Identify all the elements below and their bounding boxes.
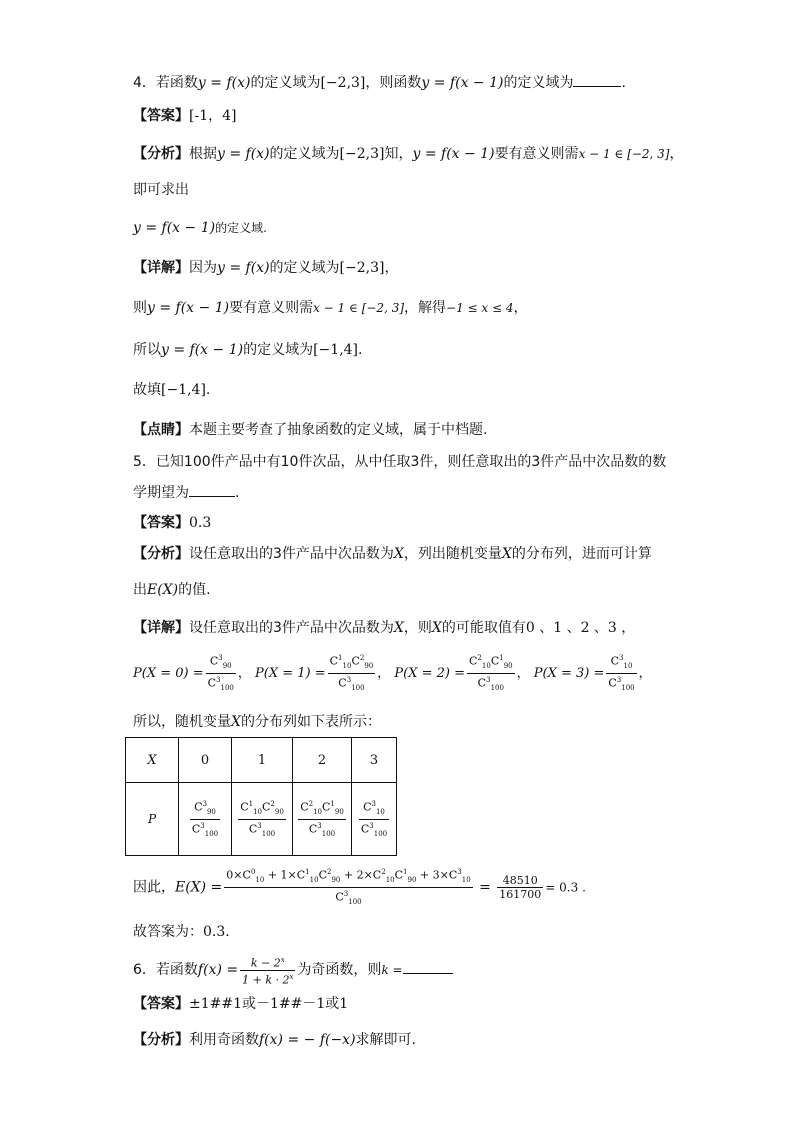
q5-final-value: 0.3. xyxy=(203,924,230,940)
q4-analysis-text: ， xyxy=(669,146,684,162)
prob-frac-2: $\frac{C^2_{10}C^1_{90}}{C^3_{100}}$ xyxy=(469,654,513,692)
q4-question-text: 的定义域为 xyxy=(503,75,574,91)
q4-analysis-text: 的定义域为 xyxy=(269,146,340,162)
q4-question xyxy=(133,72,626,93)
detail-label: 【详解】 xyxy=(133,620,189,636)
q4-detail-text: ， xyxy=(513,300,528,316)
q5-question-line1: 5．已知100件产品中有10件次品，从中任取3件，则任意取出的3件产品中次品数的数 xyxy=(133,454,667,470)
q4-math-inequality: −1 ≤ x ≤ 4 xyxy=(446,301,514,315)
q5-answer-value: 0.3 xyxy=(189,515,212,531)
q4-math-fx: y = f(x) xyxy=(217,260,270,276)
q4-math-condition: x − 1 ∈ [−2, 3] xyxy=(578,147,670,161)
q5-expectation-text: 因此， xyxy=(133,879,175,896)
q5-dist-intro-text: 所以，随机变量 xyxy=(133,714,231,730)
q4-math-fx1: y = f(x − 1) xyxy=(412,146,495,162)
q5-math-EX: E(X) xyxy=(147,582,179,598)
q4-detail-line2 xyxy=(133,298,527,318)
q4-detail-text: 的定义域为 xyxy=(269,260,340,276)
q5-detail xyxy=(133,618,635,638)
prob-frac-3: $\frac{C^3_{10}}{C^3_{100}}$ xyxy=(608,654,635,692)
q6-function-frac: $\frac{k - 2^x}{1 + k \cdot 2^x}$ xyxy=(242,955,294,987)
q4-analysis-line3 xyxy=(133,218,267,238)
table-cell: 0 xyxy=(179,738,232,783)
q4-math-fx1: y = f(x − 1) xyxy=(421,75,504,91)
q4-math-condition: x − 1 ∈ [−2, 3] xyxy=(313,301,405,315)
q4-detail xyxy=(133,258,398,278)
q5-detail-text: ，则 xyxy=(403,620,432,636)
detail-label: 【详解】 xyxy=(133,260,189,276)
prob-frac-0: $\frac{C^3_{90}}{C^3_{100}}$ xyxy=(207,654,234,692)
q6-math-k: k = xyxy=(381,963,403,977)
q5-final-text: 故答案为： xyxy=(133,924,203,940)
prob-eq-3: P(X = 3) = xyxy=(533,666,605,681)
q5-expectation-result: = 0.3 . xyxy=(545,880,586,895)
q4-math-result: [−1,4] xyxy=(313,342,359,358)
q6-answer-value: ±1##1或－1##－1或1 xyxy=(189,996,349,1012)
q4-comment xyxy=(133,420,487,440)
q5-analysis-text: 的值. xyxy=(178,582,211,598)
q4-analysis xyxy=(133,144,683,164)
q5-analysis xyxy=(133,544,652,564)
q4-question-text: 的定义域为 xyxy=(250,75,321,91)
q5-dist-intro-text: 的分布列如下表所示： xyxy=(240,714,381,730)
q5-question-line2 xyxy=(133,482,239,503)
q6-answer-blank xyxy=(403,959,453,974)
q5-answer-blank xyxy=(189,482,235,497)
table-cell: $\frac{C^2_{10}C^1_{90}}{C^3_{100}}$ xyxy=(293,783,352,856)
q5-analysis-text: 出 xyxy=(133,582,147,598)
q4-math-fx: y = f(x) xyxy=(217,146,270,162)
q4-detail-text: . xyxy=(358,342,363,358)
q4-math-domain: [−2,3] xyxy=(320,75,366,91)
q5-detail-values: 0 、1 、2 、3 ， xyxy=(525,620,636,636)
q5-math-X: X xyxy=(431,620,442,636)
q4-detail-text: 因为 xyxy=(189,260,217,276)
table-cell: 1 xyxy=(232,738,293,783)
table-cell: $\frac{C^3_{90}}{C^3_{100}}$ xyxy=(179,783,232,856)
q4-comment-text: 本题主要考查了抽象函数的定义域，属于中档题. xyxy=(189,422,488,438)
prob-eq-1: P(X = 1) = xyxy=(255,666,326,681)
answer-label: 【答案】 xyxy=(133,108,189,124)
table-cell: $\frac{C^3_{10}}{C^3_{100}}$ xyxy=(352,783,397,856)
q6-math-fx: f(x) = xyxy=(197,962,239,978)
answer-label: 【答案】 xyxy=(133,996,189,1012)
q5-question-text: 学期望为 xyxy=(133,485,189,501)
table-row xyxy=(126,783,397,856)
q4-detail-text: 所以 xyxy=(133,342,161,358)
analysis-label: 【分析】 xyxy=(133,1032,189,1048)
q5-math-X: X xyxy=(501,546,512,562)
analysis-label: 【分析】 xyxy=(133,146,189,162)
q4-detail-line3 xyxy=(133,340,362,360)
q4-detail-text: 要有意义则需 xyxy=(229,300,314,316)
q5-dist-intro xyxy=(133,712,381,732)
q4-detail-text: ， xyxy=(384,260,399,276)
q4-fill xyxy=(133,380,210,400)
q4-question-text: ，则函数 xyxy=(365,75,422,91)
q5-math-X: X xyxy=(393,620,404,636)
q4-detail-text: 则 xyxy=(133,300,147,316)
q6-question-text: 为奇函数，则 xyxy=(297,962,382,978)
q4-question-text: . xyxy=(621,75,626,91)
expectation-value-frac: $\frac{48510}{161700}$ xyxy=(499,873,542,901)
q5-math-EX: E(X) = xyxy=(175,879,223,896)
prob-frac-1: $\frac{C^1_{10}C^2_{90}}{C^3_{100}}$ xyxy=(329,654,374,692)
q5-final xyxy=(133,922,230,942)
table-cell: 3 xyxy=(352,738,397,783)
q5-analysis-line2 xyxy=(133,580,211,600)
q5-question-text: . xyxy=(235,485,240,501)
q4-question-text: 4．若函数 xyxy=(133,75,198,91)
table-cell: P xyxy=(126,783,179,856)
q4-analysis-text: 根据 xyxy=(189,146,217,162)
q4-math-domain: [−2,3] xyxy=(339,146,385,162)
q6-analysis xyxy=(133,1030,416,1050)
q5-detail-text: 设任意取出的3件产品中次品数为 xyxy=(189,620,394,636)
q5-analysis-text: 的分布列，进而可计算 xyxy=(511,546,652,562)
q4-answer xyxy=(133,106,236,126)
comment-label: 【点睛】 xyxy=(133,422,189,438)
q4-fill-text: 故填 xyxy=(133,382,161,398)
q4-math-fx1: y = f(x − 1) xyxy=(147,300,230,316)
q5-detail-text: 的可能取值有 xyxy=(441,620,526,636)
distribution-table xyxy=(125,737,397,856)
q6-analysis-text: 求解即可. xyxy=(355,1032,416,1048)
q4-analysis-text: 的定义域. xyxy=(215,221,267,235)
table-cell: X xyxy=(126,738,179,783)
q6-answer xyxy=(133,994,348,1014)
analysis-label: 【分析】 xyxy=(133,546,189,562)
table-cell: 2 xyxy=(293,738,352,783)
q5-answer xyxy=(133,513,211,533)
q4-fill-text: . xyxy=(205,382,211,398)
q4-math-fx: y = f(x) xyxy=(197,75,251,91)
q4-math-result: [−1,4] xyxy=(161,382,206,398)
q4-answer-value: [-1，4] xyxy=(189,108,237,124)
q5-expectation: 因此，E(X) = $\frac{0\times C^0_{10} + 1\times C^1_{10}C^2_{90} + 2\times C^2_{10}C^1_{90} + 3\times C^3_{10}}{C^3_{100}}$ = $\frac{48510}{161700}$ = 0.3 . xyxy=(133,866,586,909)
q4-detail-text: ，解得 xyxy=(404,300,447,316)
q4-math-fx1: y = f(x − 1) xyxy=(133,220,216,236)
q4-detail-text: 的定义域为 xyxy=(243,342,314,358)
q4-math-domain: [−2,3] xyxy=(339,260,385,276)
q4-math-fx1: y = f(x − 1) xyxy=(161,342,244,358)
q5-analysis-text: 设任意取出的3件产品中次品数为 xyxy=(189,546,394,562)
q6-math-odd: f(x) = − f(−x) xyxy=(259,1032,356,1048)
table-row xyxy=(126,738,397,783)
expectation-frac: $\frac{0\times C^0_{10} + 1\times C^1_{10}C^2_{90} + 2\times C^2_{10}C^1_{90} + 3\times C^3_{10}}{C^3_{100}}$ xyxy=(226,868,471,906)
q5-math-X: X xyxy=(393,546,404,562)
q4-analysis-line2: 即可求出 xyxy=(133,182,189,198)
q4-analysis-text: 知， xyxy=(384,146,413,162)
table-cell: $\frac{C^1_{10}C^2_{90}}{C^3_{100}}$ xyxy=(232,783,293,856)
q5-probabilities: P(X = 0) = $\frac{C^3_{90}}{C^3_{100}}$ ， P(X = 1) = $\frac{C^1_{10}C^2_{90}}{C^3_{100}}$ ， P(X = 2) = $\frac{C^2_{10}C^1_{90}}{C^3_{100}}$ ， P(X = 3) = $\frac{C^3_{10}}{C^3_{100}}$ ， xyxy=(133,652,652,696)
q6-analysis-text: 利用奇函数 xyxy=(189,1032,259,1048)
prob-eq-0: P(X = 0) = xyxy=(133,666,204,681)
q4-answer-blank xyxy=(573,72,621,87)
answer-label: 【答案】 xyxy=(133,515,189,531)
prob-eq-2: P(X = 2) = xyxy=(394,666,465,681)
q4-analysis-text: 要有意义则需 xyxy=(494,146,579,162)
q6-question-text: 6．若函数 xyxy=(133,962,198,978)
q5-analysis-text: ，列出随机变量 xyxy=(403,546,502,562)
q6-question xyxy=(133,952,453,988)
q5-math-X: X xyxy=(231,714,241,730)
